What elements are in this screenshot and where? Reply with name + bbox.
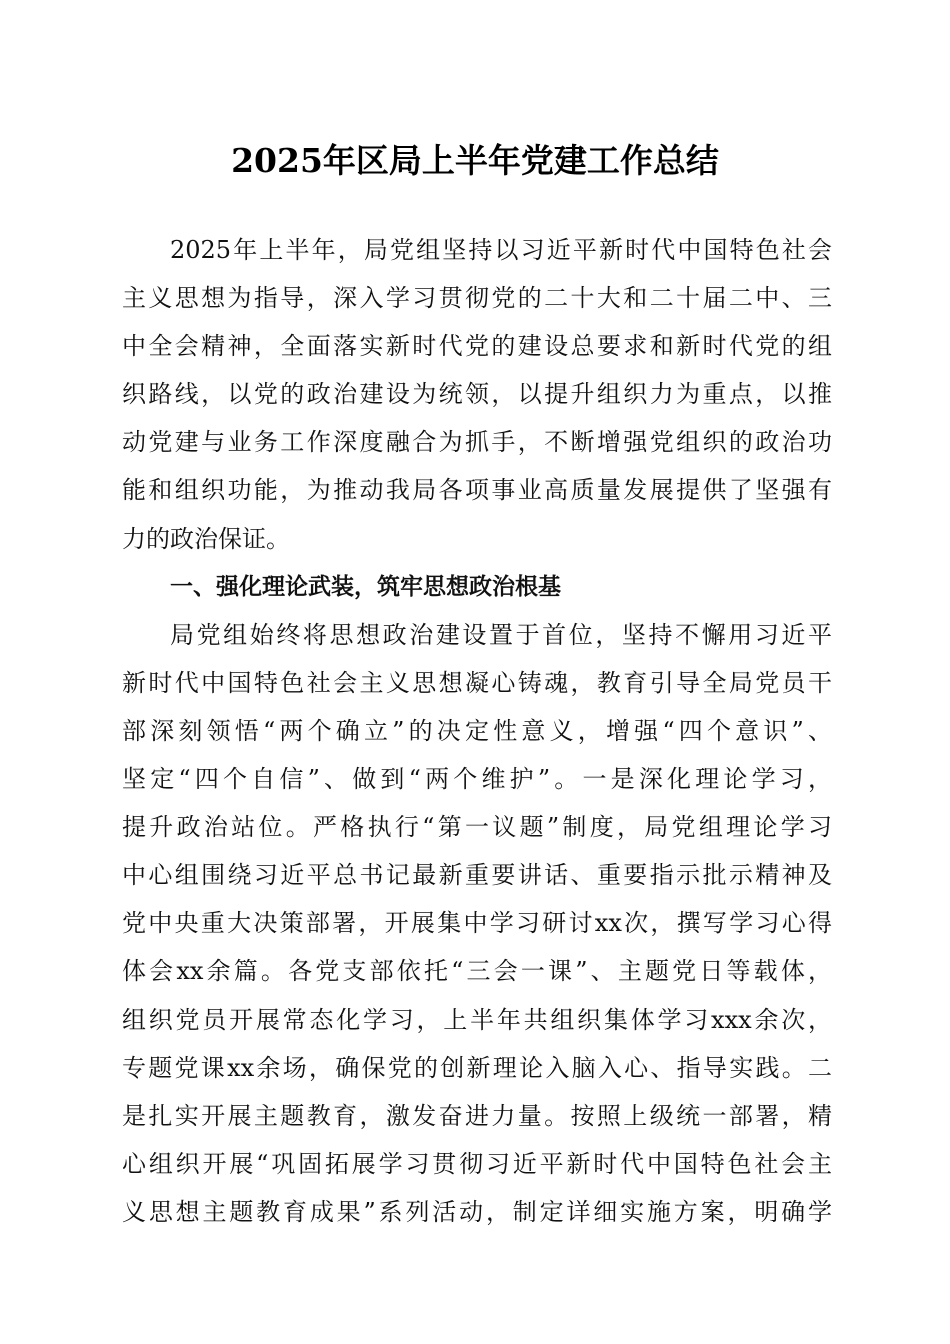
section-heading: 一、强化理论武装，筑牢思想政治根基 [170,573,561,600]
paragraph-line: 体会xx余篇。各党支部依托“三会一课”、主题党日等载体， [122,957,832,986]
paragraph-line: 义思想主题教育成果”系列活动，制定详细实施方案，明确学 [122,1197,832,1226]
paragraph-line: 党中央重大决策部署，开展集中学习研讨xx次，撰写学习心得 [122,909,832,938]
paragraph-line: 提升政治站位。严格执行“第一议题”制度，局党组理论学习 [122,813,832,842]
paragraph-line: 动党建与业务工作深度融合为抓手，不断增强党组织的政治功 [122,428,832,457]
paragraph-line: 能和组织功能，为推动我局各项事业高质量发展提供了坚强有 [122,476,832,505]
paragraph-line: 织路线，以党的政治建设为统领，以提升组织力为重点，以推 [122,380,832,409]
paragraph-line: 2025年上半年，局党组坚持以习近平新时代中国特色社会 [170,236,832,264]
paragraph-line: 局党组始终将思想政治建设置于首位，坚持不懈用习近平 [170,620,832,649]
paragraph-line: 组织党员开展常态化学习，上半年共组织集体学习xxx余次， [122,1005,832,1034]
paragraph-line: 力的政治保证。 [122,524,290,553]
document-body [122,226,832,1236]
paragraph-line: 专题党课xx余场，确保党的创新理论入脑入心、指导实践。二 [122,1053,832,1082]
paragraph-line: 部深刻领悟“两个确立”的决定性意义，增强“四个意识”、 [122,716,832,745]
paragraph-line: 中全会精神，全面落实新时代党的建设总要求和新时代党的组 [122,332,832,361]
paragraph-line: 坚定“四个自信”、做到“两个维护”。一是深化理论学习， [122,765,832,794]
paragraph-line: 中心组围绕习近平总书记最新重要讲话、重要指示批示精神及 [122,861,832,890]
paragraph-line: 新时代中国特色社会主义思想凝心铸魂，教育引导全局党员干 [122,668,832,697]
paragraph-line: 主义思想为指导，深入学习贯彻党的二十大和二十届二中、三 [122,284,832,313]
document-title: 2025年区局上半年党建工作总结 [231,141,719,180]
paragraph-line: 心组织开展“巩固拓展学习贯彻习近平新时代中国特色社会主 [122,1149,832,1178]
paragraph-line: 是扎实开展主题教育，激发奋进力量。按照上级统一部署，精 [122,1101,832,1130]
